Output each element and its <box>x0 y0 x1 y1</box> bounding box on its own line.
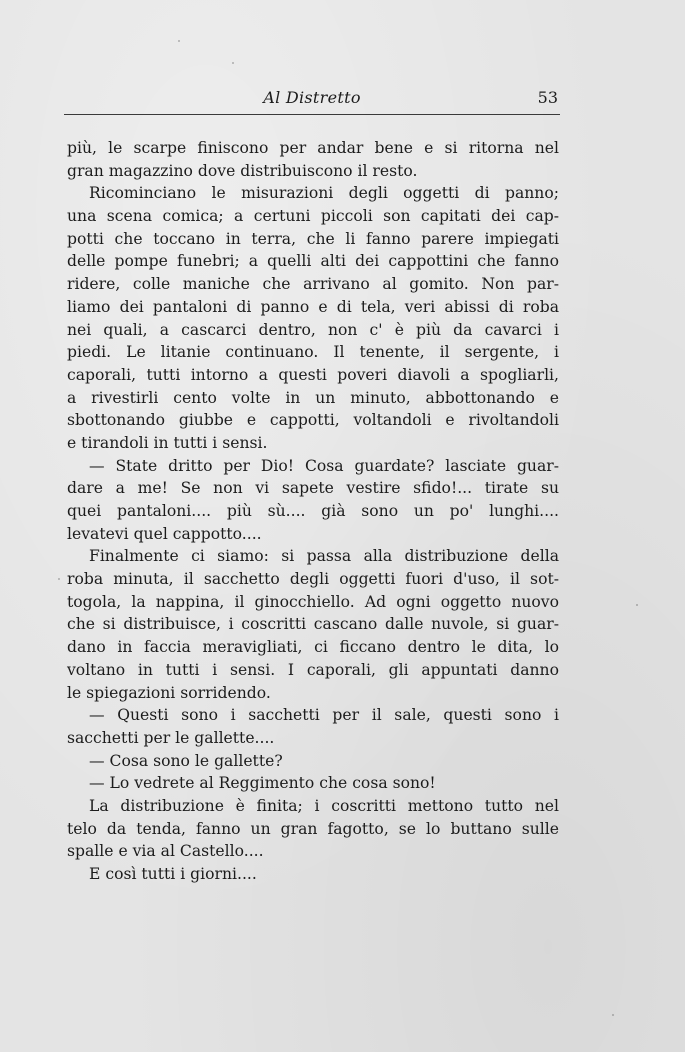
paper-speck <box>636 604 638 606</box>
text-line: — State dritto per Dio! Cosa guardate? lasciate guar- <box>89 456 559 475</box>
text-line: togola, la nappina, il ginocchiello. Ad ogni oggetto nuovo <box>67 592 559 611</box>
text-line: Ricominciano le misurazioni degli oggetti di panno; <box>89 184 559 203</box>
header-rule <box>64 114 560 115</box>
page-number: 53 <box>537 88 558 107</box>
text-line: voltano in tutti i sensi. I caporali, gli appuntati danno <box>67 660 559 679</box>
paper-speck <box>232 62 234 64</box>
text-line: e tirandoli in tutti i sensi. <box>67 433 268 452</box>
body-text <box>67 137 559 886</box>
paper-speck <box>58 578 60 580</box>
paper-speck <box>178 40 180 42</box>
text-line: quei pantaloni.... più sù.... già sono un po' lunghi.... <box>67 502 559 520</box>
text-line: a rivestirli cento volte in un minuto, abbottonando e <box>67 388 559 407</box>
text-line: una scena comica; a certuni piccoli son capitati dei cap- <box>67 207 559 226</box>
text-line: — Cosa sono le gallette? <box>89 751 283 770</box>
text-line: che si distribuisce, i coscritti cascano dalle nuvole, si guar- <box>67 615 559 634</box>
text-line: La distribuzione è finita; i coscritti mettono tutto nel <box>89 796 559 815</box>
text-line: liamo dei pantaloni di panno e di tela, veri abissi di roba <box>67 297 559 316</box>
text-line: Finalmente ci siamo: si passa alla distribuzione della <box>89 547 559 566</box>
text-line: dare a me! Se non vi sapete vestire sfido!... tirate su <box>67 479 559 498</box>
page-header <box>64 84 560 110</box>
text-line: levatevi quel cappotto.... <box>67 524 262 543</box>
text-line: roba minuta, il sacchetto degli oggetti fuori d'uso, il sot- <box>67 570 559 589</box>
text-line: le spiegazioni sorridendo. <box>67 683 271 702</box>
text-line: potti che toccano in terra, che li fanno parere impiegati <box>67 229 559 248</box>
text-line: spalle e via al Castello.... <box>67 842 264 861</box>
text-line: sacchetti per le gallette.... <box>67 728 275 747</box>
text-line: dano in faccia meravigliati, ci ficcano dentro le dita, lo <box>67 638 559 657</box>
text-line: telo da tenda, fanno un gran fagotto, se lo buttano sulle <box>67 819 559 838</box>
paper-speck <box>612 1014 614 1016</box>
text-line: ridere, colle maniche che arrivano al gomito. Non par- <box>67 275 559 294</box>
running-head: Al Distretto <box>263 88 361 107</box>
text-line: più, le scarpe finiscono per andar bene e si ritorna nel <box>67 139 559 157</box>
text-line: piedi. Le litanie continuano. Il tenente, il sergente, i <box>67 343 559 362</box>
text-line: nei quali, a cascarci dentro, non c' è più da cavarci i <box>67 320 559 339</box>
text-line: — Questi sono i sacchetti per il sale, questi sono i <box>89 706 559 725</box>
text-line: gran magazzino dove distribuiscono il resto. <box>67 161 418 180</box>
text-line: E così tutti i giorni.... <box>89 865 257 883</box>
text-line: caporali, tutti intorno a questi poveri diavoli a spogliarli, <box>67 365 559 384</box>
text-line: sbottonando giubbe e cappotti, voltandoli e rivoltandoli <box>67 411 559 430</box>
text-line: — Lo vedrete al Reggimento che cosa sono! <box>89 774 436 793</box>
text-line: delle pompe funebri; a quelli alti dei cappottini che fanno <box>67 252 559 271</box>
